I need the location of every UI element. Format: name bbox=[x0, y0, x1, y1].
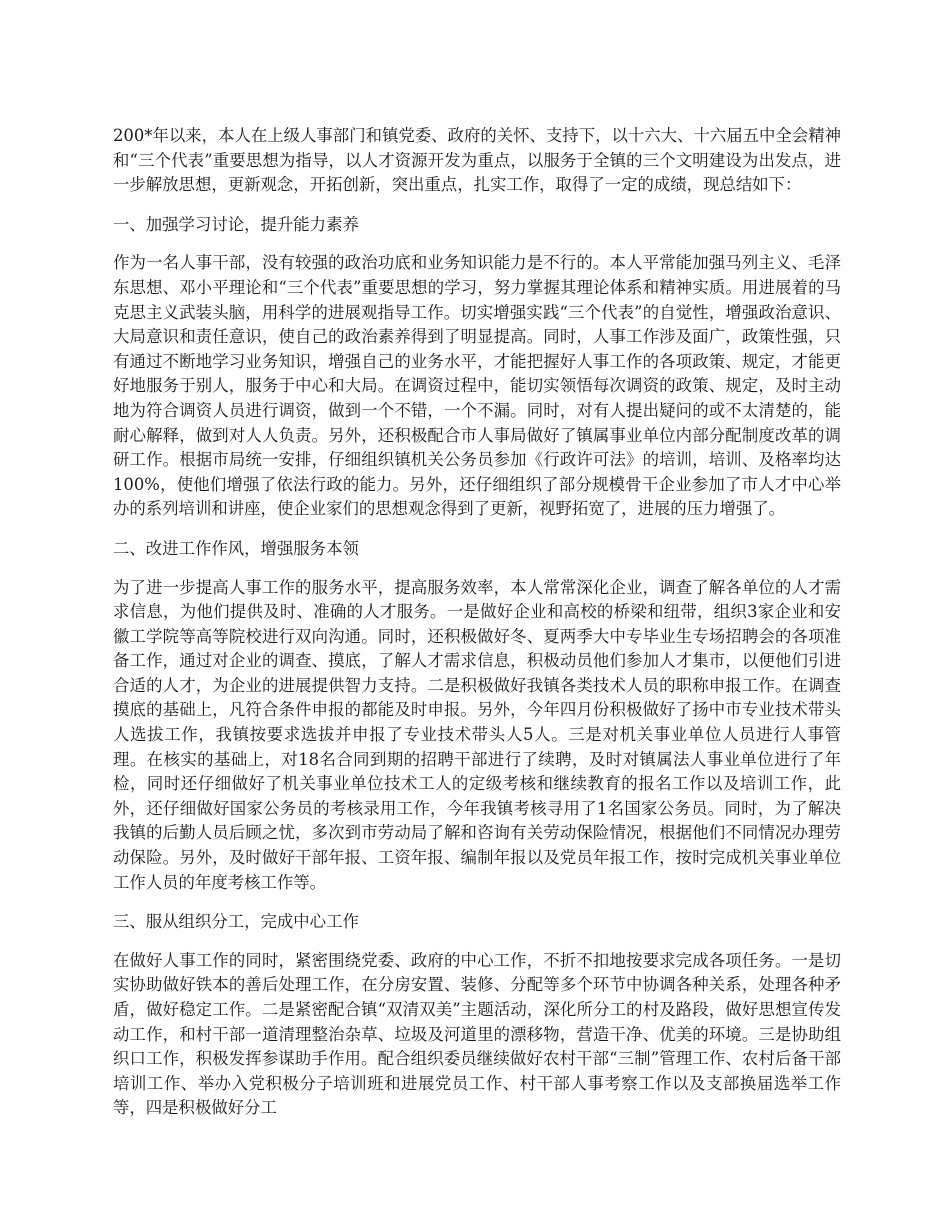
section-2-body: 为了进一步提高人事工作的服务水平，提高服务效率，本人常常深化企业，调查了解各单位的人才需求信息，为他们提供及时、准确的人才服务。一是做好企业和高校的桥梁和纽带，组织3家企业和安徽工学院等高等院校进行双向沟通。同时，还积极做好冬、夏两季大中专毕业生专场招聘会的各项准备工作，通过对企业的调查、摸底，了解人才需求信息，积极动员他们参加人才集市，以便他们引进合适的人才，为企业的进展提供智力支持。二是积极做好我镇各类技术人员的职称申报工作。在调查摸底的基础上，凡符合条件申报的都能及时申报。另外，今年四月份积极做好了扬中市专业技术带头人选拔工作，我镇按要求选拔并申报了专业技术带头人5人。三是对机关事业单位人员进行人事管理。在核实的基础上，对18名合同到期的招聘干部进行了续聘，及时对镇属法人事业单位进行了年检，同时还仔细做好了机关事业单位技术工人的定级考核和继续教育的报名工作以及培训工作，此外，还仔细做好国家公务员的考核录用工作，今年我镇考核寻用了1名国家公务员。同时，为了解决我镇的后勤人员后顾之忧，多次到市劳动局了解和咨询有关劳动保险情况，根据他们不同情况办理劳动保险。另外，及时做好干部年报、工资年报、编制年报以及党员年报工作，按时完成机关事业单位工作人员的年度考核工作等。 bbox=[113, 577, 841, 892]
section-1-heading: 一、加强学习讨论，提升能力素养 bbox=[113, 214, 359, 234]
section-2-heading: 二、改进工作作风，增强服务本领 bbox=[113, 538, 359, 558]
intro-paragraph: 200*年以来，本人在上级人事部门和镇党委、政府的关怀、支持下，以十六大、十六届五中全会精神和“三个代表”重要思想为指导，以人才资源开发为重点，以服务于全镇的三个文明建设为出发点，进一步解放思想，更新观念，开拓创新，突出重点，扎实工作，取得了一定的成绩，现总结如下： bbox=[113, 126, 841, 195]
section-3-heading: 三、服从组织分工，完成中心工作 bbox=[113, 912, 359, 932]
section-3-body: 在做好人事工作的同时，紧密围绕党委、政府的中心工作，不折不扣地按要求完成各项任务。一是切实协助做好铁本的善后处理工作，在分房安置、装修、分配等多个环节中协调各种关系，处理各种矛盾，做好稳定工作。二是紧密配合镇“双清双美”主题活动，深化所分工的村及路段，做好思想宣传发动工作，和村干部一道清理整治杂草、垃圾及河道里的漂移物，营造干净、优美的环境。三是协助组织口工作，积极发挥参谋助手作用。配合组织委员继续做好农村干部“三制”管理工作、农村后备干部培训工作、举办入党积极分子培训班和进展党员工作、村干部人事考察工作以及支部换届选举工作等，四是积极做好分工 bbox=[113, 950, 841, 1118]
document-page bbox=[113, 124, 841, 1136]
section-1-body: 作为一名人事干部，没有较强的政治功底和业务知识能力是不行的。本人平常能加强马列主义、毛泽东思想、邓小平理论和“三个代表”重要思想的学习，努力掌握其理论体系和精神实质。用进展着的马克思主义武装头脑，用科学的进展观指导工作。切实增强实践“三个代表”的自觉性，增强政治意识、大局意识和责任意识，使自己的政治素养得到了明显提高。同时，人事工作涉及面广，政策性强，只有通过不断地学习业务知识，增强自己的业务水平，才能把握好人事工作的各项政策、规定，才能更好地服务于别人，服务于中心和大局。在调资过程中，能切实领悟每次调资的政策、规定，及时主动地为符合调资人员进行调资，做到一个不错，一个不漏。同时，对有人提出疑问的或不太清楚的，能耐心解释，做到对人人负责。另外，还积极配合市人事局做好了镇属事业单位内部分配制度改革的调研工作。根据市局统一安排，仔细组织镇机关公务员参加《行政许可法》的培训，培训、及格率均达100%，使他们增强了依法行政的能力。另外，还仔细组织了部分规模骨干企业参加了市人才中心举办的系列培训和讲座，使企业家们的思想观念得到了更新，视野拓宽了，进展的压力增强了。 bbox=[113, 253, 841, 519]
